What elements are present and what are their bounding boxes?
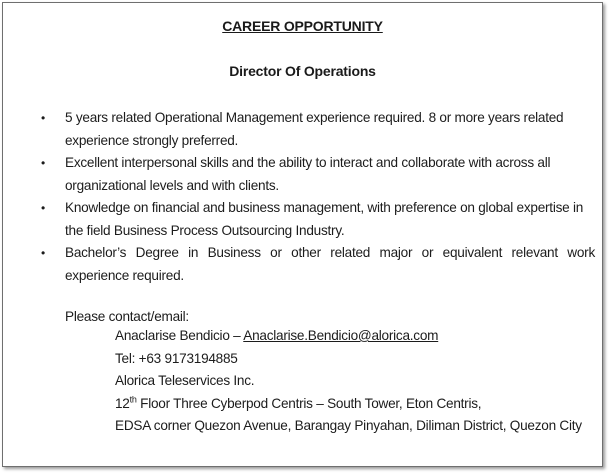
document-title: CAREER OPPORTUNITY	[222, 18, 383, 34]
contact-intro: Please contact/email:	[65, 309, 189, 324]
requirement-text: 5 years related Operational Management experience required. 8 or more years related experience strongly preferred.	[65, 110, 564, 148]
contact-name: Anaclarise Bendicio –	[115, 328, 244, 343]
floor-suffix: th	[129, 393, 137, 404]
requirements-list	[41, 107, 595, 287]
email-link[interactable]: Anaclarise.Bendicio@alorica.com	[243, 328, 439, 343]
list-item	[41, 107, 595, 152]
requirement-text: Excellent interpersonal skills and the ability to interact and collaborate with across all organizational levels and with clients.	[65, 155, 551, 193]
company-name: Alorica Teleservices Inc.	[115, 373, 255, 388]
list-item	[41, 152, 595, 197]
bullet-icon: •	[41, 201, 45, 215]
bullet-icon: •	[41, 156, 45, 170]
address-line-1-text: Floor Three Cyberpod Centris – South Tower, Eton Centris,	[136, 395, 482, 411]
address-line-1	[115, 393, 582, 416]
requirement-text: Knowledge on financial and business management, with preference on global expertise in the field Business Process Outsourcing Industry.	[65, 200, 584, 238]
position-title: Director Of Operations	[229, 63, 376, 79]
floor-number: 12	[115, 395, 130, 411]
contact-phone: Tel: +63 9173194885	[115, 350, 238, 366]
requirement-text: Bachelor’s Degree in Business or other related major or equivalent relevant work experience required.	[65, 245, 595, 283]
contact-details	[115, 325, 582, 438]
bullet-icon: •	[41, 111, 45, 125]
job-posting-document	[2, 2, 603, 467]
bullet-icon: •	[41, 246, 45, 260]
address-line-2: EDSA corner Quezon Avenue, Barangay Pinyahan, Diliman District, Quezon City	[115, 418, 582, 433]
contact-name-line	[115, 325, 582, 348]
list-item	[41, 197, 595, 242]
list-item	[41, 242, 595, 287]
